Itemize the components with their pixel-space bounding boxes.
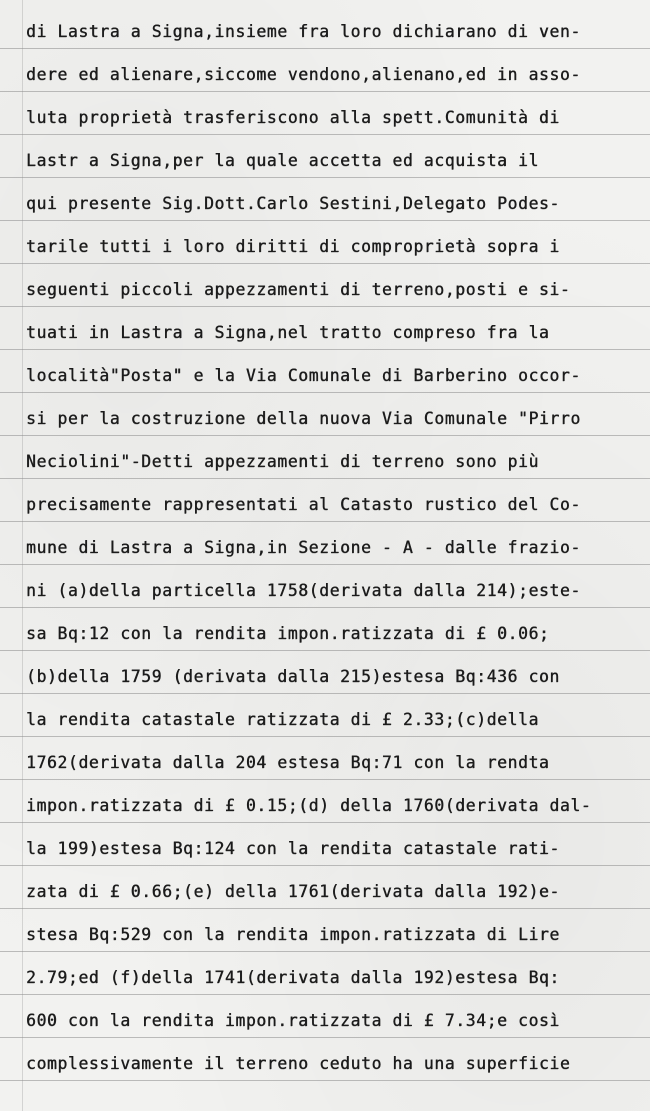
text-line-7: seguenti piccoli appezzamenti di terreno,posti e si- — [26, 280, 571, 299]
text-line-2: dere ed alienare,siccome vendono,alienano,ed in asso- — [26, 65, 581, 84]
text-line-18: 1762(derivata dalla 204 estesa Bq:71 con la rendta — [26, 753, 550, 772]
text-line-25: complessivamente il terreno ceduto ha una superficie — [26, 1054, 571, 1073]
ruled-line — [0, 306, 650, 307]
ruled-line — [0, 1037, 650, 1038]
text-line-11: Neciolini"-Detti appezzamenti di terreno sono più — [26, 452, 539, 471]
text-line-22: stesa Bq:529 con la rendita impon.ratizzata di Lire — [26, 925, 560, 944]
margin-line — [22, 0, 23, 1111]
ruled-line — [0, 1080, 650, 1081]
ruled-line — [0, 478, 650, 479]
ruled-line — [0, 349, 650, 350]
text-line-23: 2.79;ed (f)della 1741(derivata dalla 192)estesa Bq: — [26, 968, 560, 987]
text-line-14: ni (a)della particella 1758(derivata dalla 214);este- — [26, 581, 581, 600]
ruled-line — [0, 220, 650, 221]
ruled-line — [0, 822, 650, 823]
text-line-13: mune di Lastra a Signa,in Sezione - A - dalle frazio- — [26, 538, 581, 557]
text-line-10: si per la costruzione della nuova Via Comunale "Pirro — [26, 409, 581, 428]
ruled-line — [0, 779, 650, 780]
ruled-line — [0, 607, 650, 608]
text-line-6: tarile tutti i loro diritti di comproprietà sopra i — [26, 237, 560, 256]
text-line-4: Lastr a Signa,per la quale accetta ed acquista il — [26, 151, 539, 170]
ruled-line — [0, 908, 650, 909]
ruled-line — [0, 951, 650, 952]
text-line-12: precisamente rappresentati al Catasto rustico del Co- — [26, 495, 581, 514]
ruled-line — [0, 263, 650, 264]
text-line-1: di Lastra a Signa,insieme fra loro dichiarano di ven- — [26, 22, 581, 41]
text-line-17: la rendita catastale ratizzata di £ 2.33;(c)della — [26, 710, 539, 729]
ruled-line — [0, 693, 650, 694]
ruled-line — [0, 435, 650, 436]
ruled-line — [0, 994, 650, 995]
ruled-line — [0, 736, 650, 737]
ruled-line — [0, 392, 650, 393]
text-line-20: la 199)estesa Bq:124 con la rendita catastale rati- — [26, 839, 560, 858]
text-line-8: tuati in Lastra a Signa,nel tratto compreso fra la — [26, 323, 550, 342]
text-line-24: 600 con la rendita impon.ratizzata di £ 7.34;e così — [26, 1011, 560, 1030]
text-line-15: sa Bq:12 con la rendita impon.ratizzata di £ 0.06; — [26, 624, 550, 643]
text-line-9: località"Posta" e la Via Comunale di Barberino occor- — [26, 366, 581, 385]
ruled-line — [0, 48, 650, 49]
ruled-line — [0, 134, 650, 135]
ruled-line — [0, 650, 650, 651]
text-line-16: (b)della 1759 (derivata dalla 215)estesa Bq:436 con — [26, 667, 560, 686]
ruled-line — [0, 865, 650, 866]
ruled-line — [0, 564, 650, 565]
ruled-line — [0, 177, 650, 178]
text-line-5: qui presente Sig.Dott.Carlo Sestini,Delegato Podes- — [26, 194, 560, 213]
text-line-21: zata di £ 0.66;(e) della 1761(derivata dalla 192)e- — [26, 882, 560, 901]
ruled-line — [0, 521, 650, 522]
ruled-line — [0, 91, 650, 92]
text-line-19: impon.ratizzata di £ 0.15;(d) della 1760(derivata dal- — [26, 796, 592, 815]
text-line-3: luta proprietà trasferiscono alla spett.Comunità di — [26, 108, 560, 127]
